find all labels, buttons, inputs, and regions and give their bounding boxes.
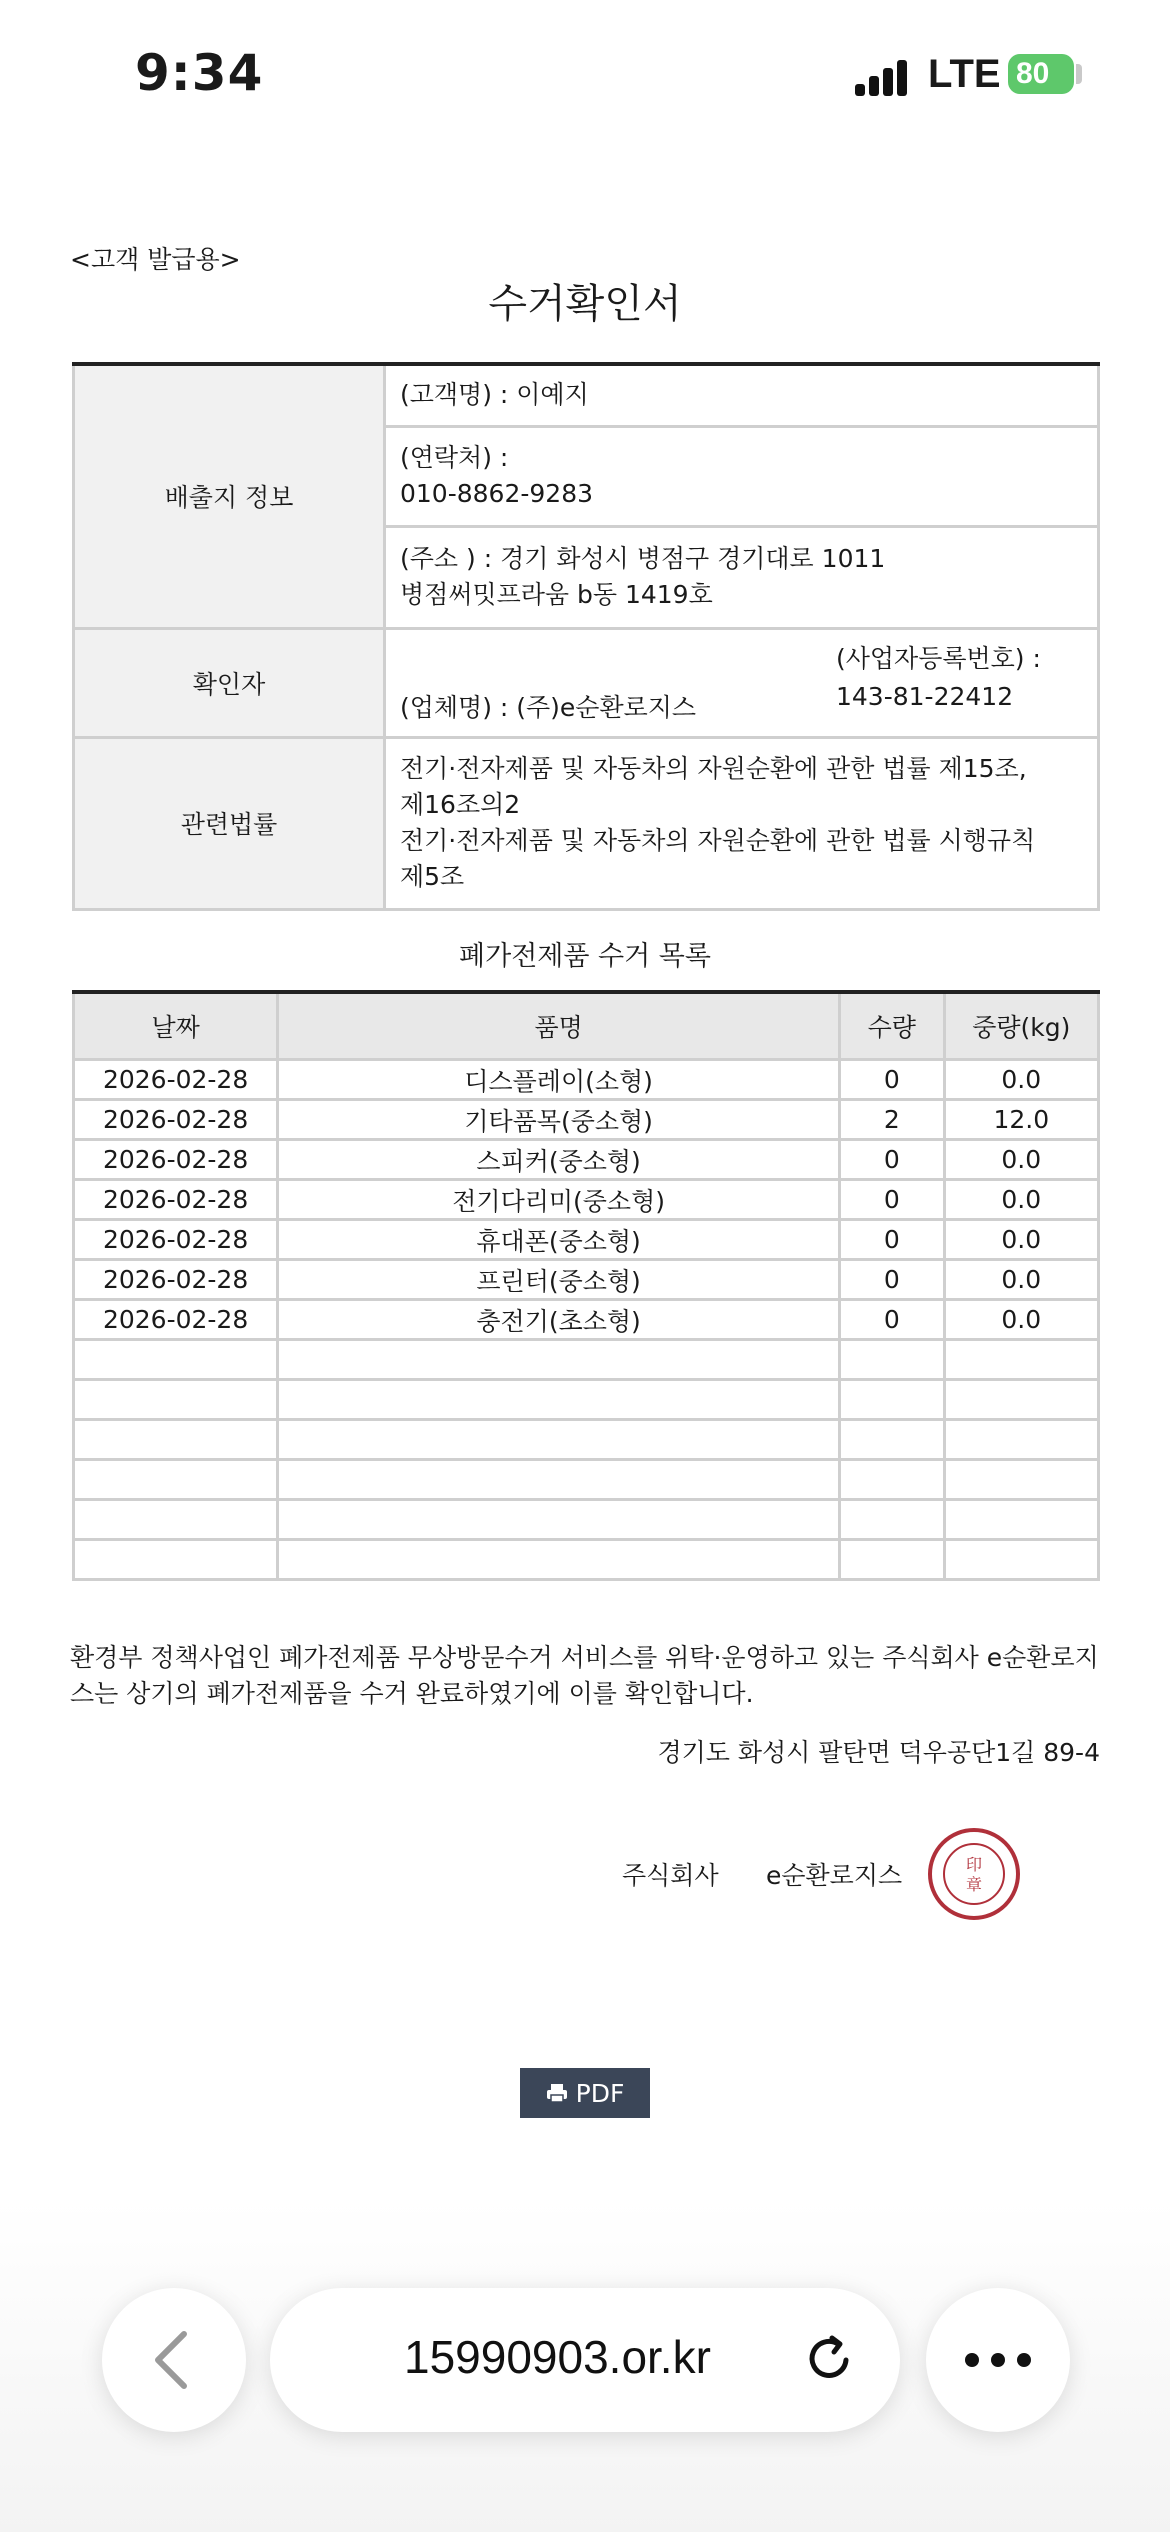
row-qty: 0 xyxy=(840,1260,945,1300)
row-qty: 0 xyxy=(840,1140,945,1180)
business-number-label: (사업자등록번호) : xyxy=(836,643,1041,673)
table-row xyxy=(74,1300,1099,1340)
empty-row xyxy=(74,1460,1099,1500)
document-label: <고객 발급용> xyxy=(70,245,241,274)
url-text[interactable]: 15990903.or.kr xyxy=(404,2331,711,2383)
company-type: 주식회사 xyxy=(622,1861,719,1890)
law-head: 관련법률 xyxy=(74,737,385,909)
row-item: 휴대폰(중소형) xyxy=(278,1220,840,1260)
info-table xyxy=(72,362,1100,911)
row-qty: 2 xyxy=(840,1100,945,1140)
address-line-1: (주소 ) : 경기 화성시 병점구 경기대로 1011 xyxy=(400,544,886,573)
row-weight: 0.0 xyxy=(944,1060,1098,1100)
table-row xyxy=(74,1220,1099,1260)
confirmer-cell xyxy=(385,628,1099,737)
law-line-3: 전기·전자제품 및 자동차의 자원순환에 관한 법률 시행규칙 xyxy=(400,826,1036,855)
table-row xyxy=(74,1140,1099,1180)
row-item: 디스플레이(소형) xyxy=(278,1060,840,1100)
row-qty: 0 xyxy=(840,1220,945,1260)
signal-icon xyxy=(855,60,909,96)
row-date: 2026-02-28 xyxy=(74,1180,278,1220)
pdf-button[interactable] xyxy=(520,2068,650,2118)
row-item: 충전기(초소형) xyxy=(278,1300,840,1340)
table-row xyxy=(74,1260,1099,1300)
law-line-1: 전기·전자제품 및 자동차의 자원순환에 관한 법률 제15조, xyxy=(400,754,1027,783)
row-item: 기타품목(중소형) xyxy=(278,1100,840,1140)
column-item: 품명 xyxy=(278,992,840,1060)
row-weight: 0.0 xyxy=(944,1220,1098,1260)
company-address: 경기도 화성시 팔탄면 덕우공단1길 89-4 xyxy=(657,1738,1100,1767)
business-number-value: 143-81-22412 xyxy=(836,681,1014,711)
table-row xyxy=(74,1180,1099,1220)
customer-name: (고객명) : 이예지 xyxy=(385,364,1099,426)
row-date: 2026-02-28 xyxy=(74,1300,278,1340)
row-qty: 0 xyxy=(840,1300,945,1340)
row-date: 2026-02-28 xyxy=(74,1060,278,1100)
column-qty: 수량 xyxy=(840,992,945,1060)
empty-row xyxy=(74,1340,1099,1380)
table-row xyxy=(74,1100,1099,1140)
network-type: LTE xyxy=(928,52,1001,96)
row-date: 2026-02-28 xyxy=(74,1140,278,1180)
contact-cell xyxy=(385,426,1099,526)
law-line-4: 제5조 xyxy=(400,862,465,891)
pdf-button-label: PDF xyxy=(575,2078,625,2108)
law-cell xyxy=(385,737,1099,909)
svg-text:章: 章 xyxy=(965,1875,983,1894)
company-seal-icon xyxy=(926,1826,1022,1922)
row-weight: 0.0 xyxy=(944,1260,1098,1300)
row-date: 2026-02-28 xyxy=(74,1220,278,1260)
battery-icon xyxy=(1008,54,1074,94)
row-item: 프린터(중소형) xyxy=(278,1260,840,1300)
discharge-info-head: 배출지 정보 xyxy=(74,364,385,628)
business-number xyxy=(836,640,1041,716)
printer-icon xyxy=(546,2082,568,2104)
row-date: 2026-02-28 xyxy=(74,1260,278,1300)
reload-icon[interactable] xyxy=(802,2330,858,2386)
row-weight: 0.0 xyxy=(944,1140,1098,1180)
contact-label: (연락처) : xyxy=(400,443,509,472)
company-name-field: (업체명) : (주)e순환로지스 xyxy=(400,692,697,722)
row-weight: 0.0 xyxy=(944,1180,1098,1220)
confirmation-notice: 환경부 정책사업인 폐가전제품 무상방문수거 서비스를 위탁·운영하고 있는 주식회사 e순환로지스는 상기의 폐가전제품을 수거 완료하였기에 이를 확인합니다. xyxy=(70,1643,1099,1708)
address-cell xyxy=(385,526,1099,628)
row-item: 스피커(중소형) xyxy=(278,1140,840,1180)
confirmer-head: 확인자 xyxy=(74,628,385,737)
row-qty: 0 xyxy=(840,1060,945,1100)
empty-row xyxy=(74,1500,1099,1540)
row-weight: 0.0 xyxy=(944,1300,1098,1340)
company-name: e순환로지스 xyxy=(766,1861,903,1890)
svg-text:印: 印 xyxy=(965,1855,983,1874)
column-date: 날짜 xyxy=(74,992,278,1060)
status-time: 9:34 xyxy=(135,44,264,102)
chevron-left-icon xyxy=(102,2288,246,2432)
column-weight: 중량(kg) xyxy=(944,992,1098,1060)
row-item: 전기다리미(중소형) xyxy=(278,1180,840,1220)
law-line-2: 제16조의2 xyxy=(400,790,521,819)
list-title: 폐가전제품 수거 목록 xyxy=(459,941,711,972)
document-title: 수거확인서 xyxy=(488,281,682,327)
items-table xyxy=(72,990,1100,1581)
empty-row xyxy=(74,1540,1099,1580)
back-button[interactable] xyxy=(102,2288,246,2432)
address-line-2: 병점써밋프라움 b동 1419호 xyxy=(400,580,713,609)
table-row xyxy=(74,1060,1099,1100)
row-date: 2026-02-28 xyxy=(74,1100,278,1140)
contact-value: 010-8862-9283 xyxy=(400,479,594,508)
battery-level: 80 xyxy=(1016,57,1050,90)
empty-row xyxy=(74,1420,1099,1460)
more-button[interactable] xyxy=(926,2288,1070,2432)
row-qty: 0 xyxy=(840,1180,945,1220)
row-weight: 12.0 xyxy=(944,1100,1098,1140)
more-icon xyxy=(926,2288,1070,2432)
battery-tip xyxy=(1076,64,1082,84)
empty-row xyxy=(74,1380,1099,1420)
